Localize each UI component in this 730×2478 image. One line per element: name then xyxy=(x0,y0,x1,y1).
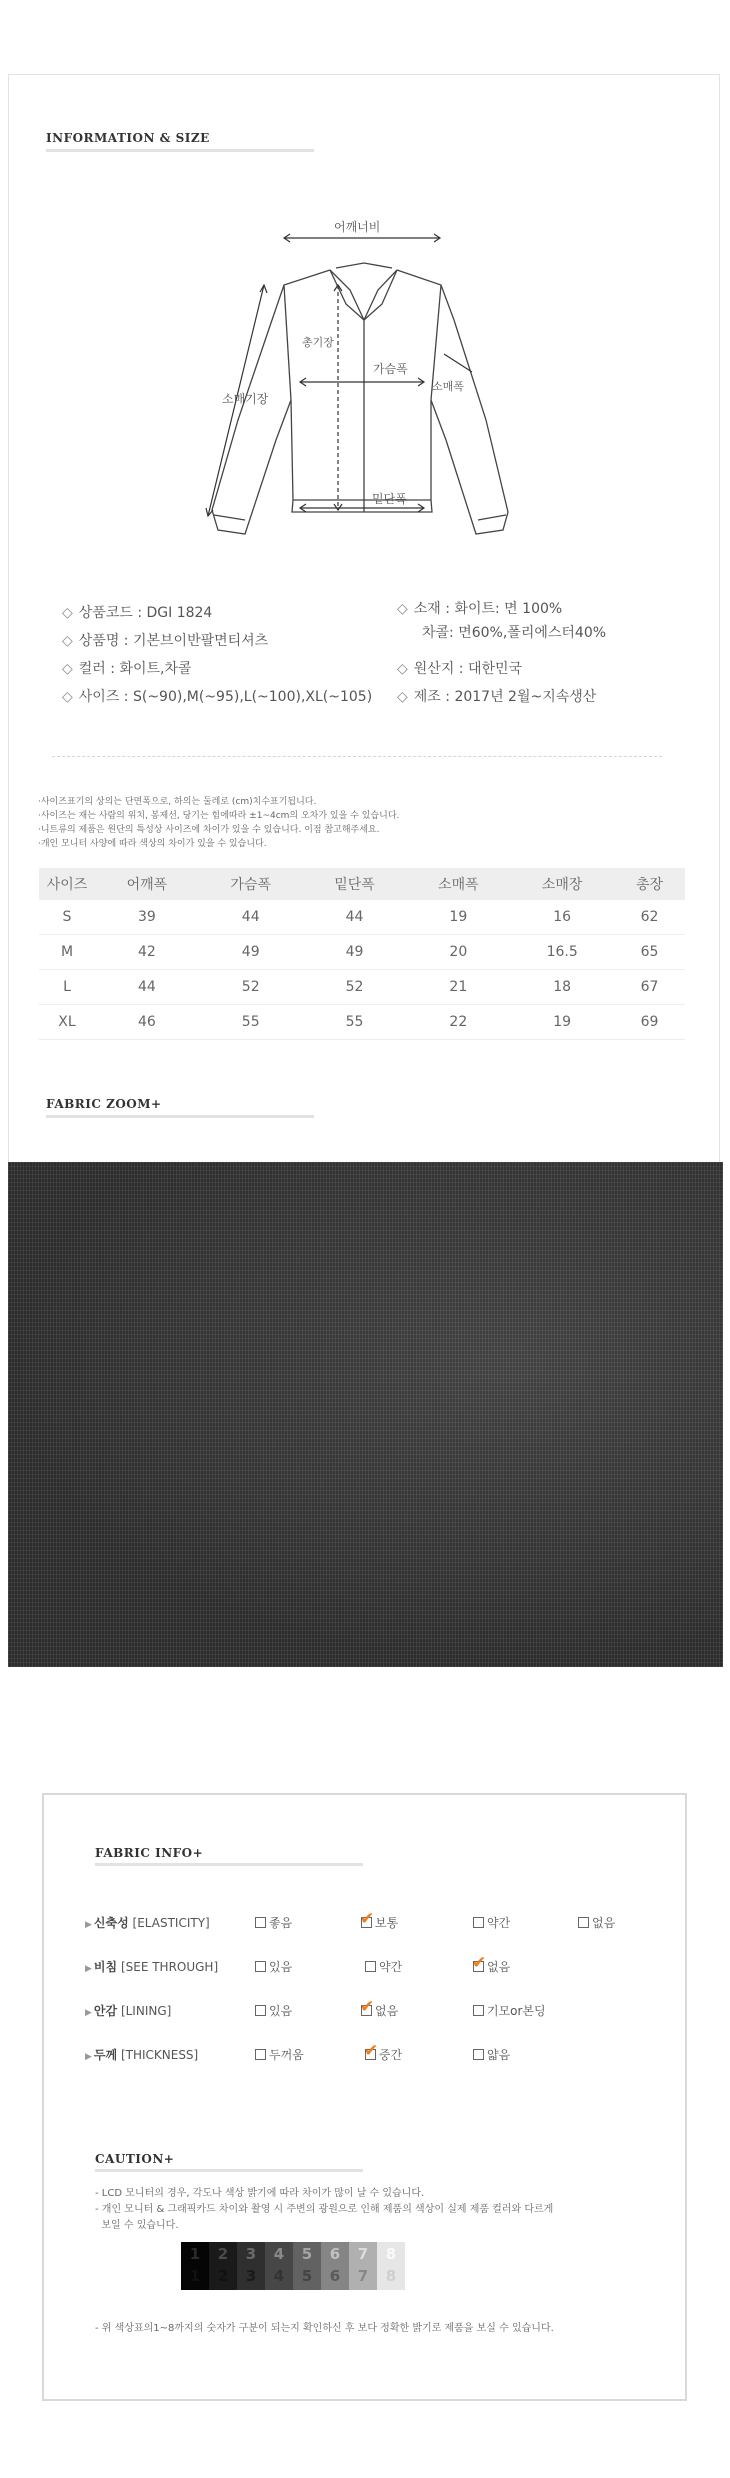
option-lining-yes: 있음 xyxy=(255,2002,292,2019)
spec-product-name: ◇ 상품명 : 기본브이반팔면티셔츠 xyxy=(62,633,269,649)
caution-footer: - 위 색상표의1~8까지의 숫자가 구분이 되는지 확인하신 후 보다 정확한 밝기로 제품을 보실 수 있습니다. xyxy=(95,2323,554,2334)
label-hem: 밑단폭 xyxy=(372,492,407,506)
check-icon: ✔ xyxy=(360,1997,375,2017)
caution-lines: - LCD 모니터의 경우, 각도나 색상 밝기에 따라 차이가 많이 날 수 있습니다. - 개인 모니터 & 그래픽카드 차이와 촬영 시 주변의 광원으로 인해 제품의 색상이 실제 제품 컬러와 다르게 보일 수 있습니다. xyxy=(95,2188,554,2231)
size-table-header xyxy=(39,868,685,900)
size-table xyxy=(39,868,685,1040)
fabric-info-title: FABRIC INFO+ xyxy=(95,1846,204,1860)
info-section-title: INFORMATION & SIZE xyxy=(46,131,210,145)
swatch-number-top: 5 xyxy=(301,2245,313,2263)
swatch-number-bottom: 1 xyxy=(189,2267,201,2285)
swatch-number-top: 3 xyxy=(245,2245,257,2263)
option-lining-none: ✔ 없음 xyxy=(360,1997,399,2018)
spec-material: ◇ 소재 : 화이트: 면 100% xyxy=(397,601,563,617)
swatch-number-bottom: 3 xyxy=(245,2267,257,2285)
fabric-zoom-underline xyxy=(46,1115,314,1118)
spec-origin: ◇ 원산지 : 대한민국 xyxy=(397,661,523,677)
header-sleeve-width: 소매폭 xyxy=(406,868,510,900)
header-size: 사이즈 xyxy=(39,868,95,900)
swatch-number-bottom: 7 xyxy=(357,2267,369,2285)
check-icon: ✔ xyxy=(364,2041,379,2061)
spec-material-charcoal: 차콜: 면60%,폴리에스터40% xyxy=(422,625,607,641)
swatch-number-bottom: 5 xyxy=(301,2267,313,2285)
table-row: M 42 49 49 20 16.5 65 xyxy=(39,935,685,970)
row-see-through-label: ▶ 비침 [SEE THROUGH] xyxy=(85,1960,219,1974)
spec-color: ◇ 컬러 : 화이트,차콜 xyxy=(62,661,192,677)
option-see-through-slight: 약간 xyxy=(365,1958,402,1975)
header-hem: 밑단폭 xyxy=(303,868,407,900)
fabric-info-underline xyxy=(95,1863,363,1866)
table-row: S 39 44 44 19 16 62 xyxy=(39,900,685,935)
caution-title: CAUTION+ xyxy=(95,2152,175,2166)
row-thickness-label: ▶ 두께 [THICKNESS] xyxy=(85,2048,199,2062)
label-total-length: 총기장 xyxy=(302,336,334,349)
swatch-number-top: 4 xyxy=(273,2245,285,2263)
swatch-number-top: 7 xyxy=(357,2245,369,2263)
option-elasticity-normal: ✔ 보통 xyxy=(360,1909,399,1930)
swatch-number-top: 1 xyxy=(189,2245,201,2263)
check-icon: ✔ xyxy=(360,1909,375,1929)
swatch-number-top: 2 xyxy=(217,2245,229,2263)
size-notes: ·사이즈표기의 상의는 단면폭으로, 하의는 둘레로 (cm)치수표기됩니다. ·사이즈는 재는 사람의 위치, 봉제선, 당기는 힘에따라 ±1~4cm의 오차가 있을 수 있습니다. ·니트류의 제품은 원단의 특성상 사이즈에 차이가 있을 수 있습니다. 이점 참고해주세요. ·개인 모니터 사양에 따라 색상의 차이가 있을 수 있습니다. xyxy=(38,797,400,849)
label-sleeve-length: 소매기장 xyxy=(222,392,269,406)
option-elasticity-slight: 약간 xyxy=(473,1914,510,1931)
swatch-number-bottom: 2 xyxy=(217,2267,229,2285)
option-thickness-thick: 두꺼움 xyxy=(255,2046,304,2063)
caution-underline xyxy=(95,2169,363,2172)
swatch-number-bottom: 8 xyxy=(385,2267,397,2285)
label-shoulder: 어깨너비 xyxy=(334,220,381,234)
fabric-zoom-title: FABRIC ZOOM+ xyxy=(46,1097,162,1111)
spec-product-code: ◇ 상품코드 : DGI 1824 xyxy=(62,605,213,621)
swatch-number-top: 6 xyxy=(329,2245,341,2263)
option-see-through-yes: 있음 xyxy=(255,1958,292,1975)
option-thickness-thin: 얇음 xyxy=(473,2046,510,2063)
label-chest: 가슴폭 xyxy=(373,362,408,376)
label-sleeve-width: 소매폭 xyxy=(432,380,464,393)
option-elasticity-none: 없음 xyxy=(578,1914,615,1931)
swatch-number-bottom: 4 xyxy=(273,2267,285,2285)
table-row: L 44 52 52 21 18 67 xyxy=(39,970,685,1005)
garment-diagram xyxy=(0,0,730,560)
row-elasticity-label: ▶ 신축성 [ELASTICITY] xyxy=(85,1916,210,1930)
option-thickness-medium: ✔ 중간 xyxy=(364,2041,403,2062)
option-elasticity-good: 좋음 xyxy=(255,1914,292,1931)
option-see-through-none: ✔ 없음 xyxy=(472,1953,511,1974)
row-lining-label: ▶ 안감 [LINING] xyxy=(85,2004,172,2018)
fabric-info-card xyxy=(42,1793,687,2401)
spec-size: ◇ 사이즈 : S(~90),M(~95),L(~100),XL(~105) xyxy=(62,689,373,705)
divider xyxy=(52,756,662,757)
check-icon: ✔ xyxy=(472,1953,487,1973)
swatch-number-top: 8 xyxy=(385,2245,397,2263)
header-chest: 가슴폭 xyxy=(199,868,303,900)
fabric-zoom-image xyxy=(8,1162,723,1667)
option-lining-brushed: 기모or본딩 xyxy=(473,2002,546,2019)
header-sleeve-length: 소매장 xyxy=(510,868,614,900)
header-total-length: 총장 xyxy=(614,868,685,900)
table-row: XL 46 55 55 22 19 69 xyxy=(39,1005,685,1040)
swatch-number-bottom: 6 xyxy=(329,2267,341,2285)
spec-manufacture: ◇ 제조 : 2017년 2월~지속생산 xyxy=(397,689,597,705)
header-shoulder: 어깨폭 xyxy=(95,868,199,900)
